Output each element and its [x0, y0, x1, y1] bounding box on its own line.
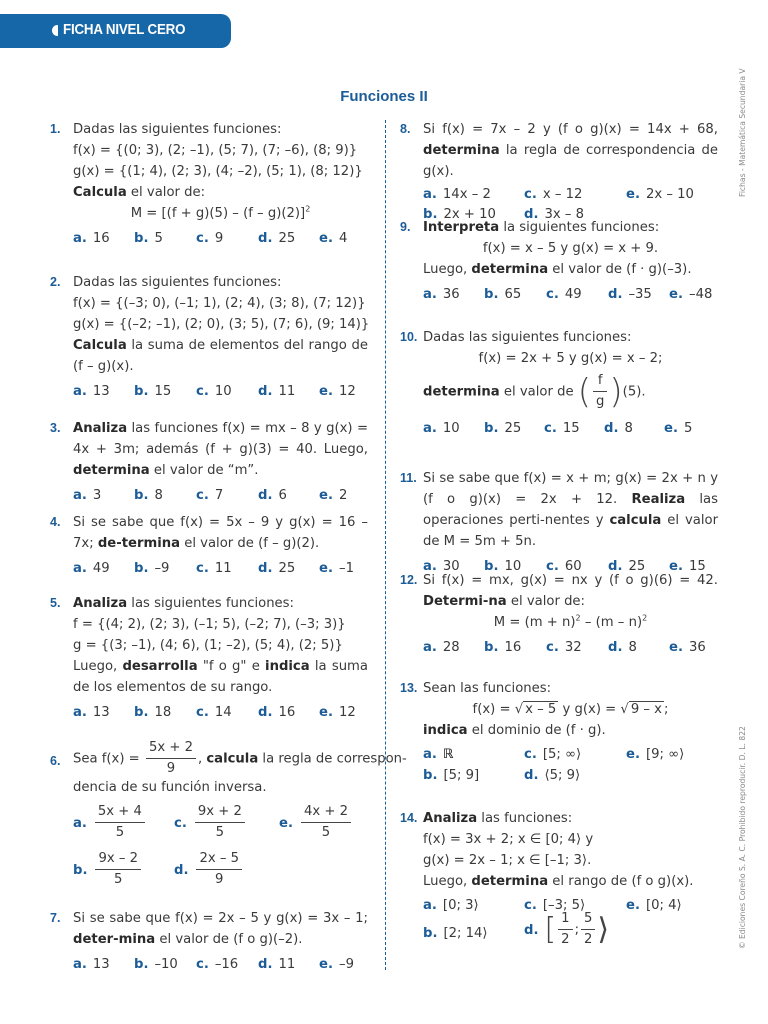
options [423, 744, 718, 786]
option-c[interactable]: c. 10 [196, 384, 232, 399]
option-d[interactable]: d. –35 [608, 287, 652, 302]
option-c[interactable]: c. [5; ∞⟩ [524, 747, 582, 762]
option-e[interactable]: e. 12 [319, 705, 356, 720]
option-d[interactable]: d. ⟨5; 9⟩ [524, 768, 581, 783]
option-a[interactable]: a. 13 [73, 705, 110, 720]
question-1 [50, 119, 368, 249]
question-10 [400, 327, 718, 439]
option-d[interactable]: d. 11 [258, 957, 296, 972]
question-number: 10. [400, 330, 418, 344]
option-d[interactable]: d. 25 [258, 561, 296, 576]
question-8 [400, 119, 718, 224]
option-a[interactable]: a. 13 [73, 384, 110, 399]
option-d[interactable]: d. 8 [604, 421, 633, 436]
option-e[interactable]: e. 36 [669, 640, 706, 655]
option-d[interactable]: d. 3x – 8 [524, 207, 585, 222]
instruction: determina el valor de ( $\frac{f}{g}$ )(5). [423, 371, 646, 412]
question-text: Si f(x) = 7x – 2 y (f o g)(x) = 14x + 68, determina la regla de correspondencia de g(x). [423, 122, 718, 179]
option-d[interactable]: d. [ $\frac{1}{2}$ ; $\frac{5}{2}$ ⟩ [524, 911, 610, 947]
side-caption-top: Fichas - Matemática Secundaria V [738, 68, 747, 197]
header-tab [0, 14, 231, 48]
options [423, 284, 718, 305]
option-e[interactable]: e. 2x – 10 [626, 187, 694, 202]
option-b[interactable]: b. 15 [134, 384, 172, 399]
options [73, 381, 368, 402]
question-number: 1. [50, 122, 61, 136]
header-bullet-icon [52, 25, 58, 36]
option-b[interactable]: b. 10 [484, 559, 522, 574]
option-a[interactable]: a. 10 [423, 421, 460, 436]
option-c[interactable]: c. 32 [546, 640, 582, 655]
option-d[interactable]: d. 6 [258, 488, 287, 503]
options [73, 485, 368, 506]
question-number: 3. [50, 421, 61, 435]
question-number: 14. [400, 811, 418, 825]
question-text: Sean las funciones: [423, 681, 552, 696]
instruction: Luego, determina el rango de (f o g)(x). [423, 874, 694, 889]
question-text-2: dencia de su función inversa. [73, 780, 267, 795]
expression: $M = [(f + g)(5) - (f - g)(2)]^2$ [130, 204, 311, 221]
option-c[interactable]: c. x – 12 [524, 187, 583, 202]
option-c[interactable]: c. 7 [196, 488, 224, 503]
question-number: 9. [400, 220, 411, 234]
option-a[interactable]: a. $\frac{5x + 4}{5}$ [73, 804, 147, 841]
question-text: Analiza las funciones f(x) = mx – 8 y g(x) = 4x + 3m; además (f + g)(3) = 40. Luego, determina el valor de “m”. [73, 421, 368, 478]
question-2 [50, 272, 368, 402]
function-g: g(x) = {(1; 4), (2; 3), (4; –2), (5; 1), (8; 12)} [73, 164, 363, 179]
question-number: 6. [50, 754, 61, 768]
question-text: Dadas las siguientes funciones: [73, 122, 282, 137]
option-c[interactable]: c. 11 [196, 561, 232, 576]
option-a[interactable]: a. 30 [423, 559, 460, 574]
question-text: Analiza las siguientes funciones: [73, 596, 294, 611]
option-d[interactable]: d. 11 [258, 384, 296, 399]
instruction: Calcula la suma de elementos del rango de (f – g)(x). [73, 338, 368, 374]
options [423, 895, 718, 955]
option-d[interactable]: d. 25 [608, 559, 646, 574]
option-b[interactable]: b. –9 [134, 561, 170, 576]
option-a[interactable]: a. 3 [73, 488, 102, 503]
question-13 [400, 678, 718, 786]
options [73, 702, 368, 723]
function-f: f = {(4; 2), (2; 3), (–1; 5), (–2; 7), (–3; 3)} [73, 617, 346, 632]
option-b[interactable]: b. $\frac{9x - 2}{5}$ [73, 851, 143, 888]
option-a[interactable]: a. 13 [73, 957, 110, 972]
options [73, 804, 368, 900]
function-f: f(x) = 3x + 2; x ∈ [0; 4⟩ y [423, 832, 594, 847]
question-text: Si se sabe que f(x) = x + m; g(x) = 2x + n y (f o g)(x) = 2x + 12. Realiza las operaciones perti-nentes y calcula el valor de M = 5m + 5n. [423, 471, 718, 549]
question-text: Dadas las siguientes funciones: [423, 330, 632, 345]
option-e[interactable]: e. 4 [319, 231, 348, 246]
question-6 [50, 740, 407, 900]
right-paren-icon: ) [609, 371, 623, 412]
functions: f(x) = 2x + 5 y g(x) = x – 2; [478, 351, 663, 366]
question-7 [50, 908, 368, 975]
option-e[interactable]: e. 12 [319, 384, 356, 399]
column-divider [385, 120, 386, 970]
option-d[interactable]: d. 8 [608, 640, 637, 655]
option-e[interactable]: e. [0; 4⟩ [626, 898, 682, 913]
option-e[interactable]: e. –9 [319, 957, 354, 972]
instruction: Calcula el valor de: [73, 185, 206, 200]
option-a[interactable]: a. 16 [73, 231, 110, 246]
functions: f(x) = √ x – 5 y g(x) = √ 9 – x ; [472, 702, 669, 717]
question-text: Si se sabe que f(x) = 2x – 5 y g(x) = 3x – 1; deter-mina el valor de (f o g)(–2). [73, 911, 368, 947]
option-b[interactable]: b. –10 [134, 957, 178, 972]
option-d[interactable]: d. $\frac{2x - 5}{9}$ [174, 851, 244, 888]
option-b[interactable]: b. 16 [484, 640, 522, 655]
option-b[interactable]: b. [5; 9] [423, 768, 480, 783]
option-a[interactable]: a. 49 [73, 561, 110, 576]
option-e[interactable]: e. 5 [664, 421, 693, 436]
question-11 [400, 468, 718, 577]
instruction: indica el dominio de (f · g). [423, 723, 606, 738]
option-c[interactable]: c. 49 [546, 287, 582, 302]
options [423, 637, 718, 658]
option-e[interactable]: e. –48 [669, 287, 713, 302]
option-d[interactable]: d. 25 [258, 231, 296, 246]
option-d[interactable]: d. 16 [258, 705, 296, 720]
page-title: Funciones II [340, 88, 428, 105]
option-c[interactable]: c. 15 [544, 421, 580, 436]
question-text: Si f(x) = mx, g(x) = nx y (f o g)(6) = 42. Determi-na el valor de: [423, 573, 718, 609]
question-12 [400, 570, 718, 658]
option-a[interactable]: a. 36 [423, 287, 460, 302]
function-f: f(x) = {(0; 3), (2; –1), (5; 7), (7; –6), (8; 9)} [73, 143, 358, 158]
fraction: $\frac{5x + 2}{9}$ [146, 740, 196, 777]
question-text: Analiza las funciones: [423, 811, 573, 826]
option-e[interactable]: e. 15 [669, 559, 706, 574]
option-a[interactable]: a. 28 [423, 640, 460, 655]
question-number: 5. [50, 596, 61, 610]
option-b[interactable]: b. 5 [134, 231, 163, 246]
question-text: Sea f(x) = $\frac{5x + 2}{9}$ , calcula la regla de correspon- [73, 740, 407, 776]
options [73, 954, 368, 975]
question-4 [50, 512, 368, 579]
option-e[interactable]: e. 2 [319, 488, 348, 503]
question-9 [400, 217, 718, 305]
option-c[interactable]: c. $\frac{9x + 2}{5}$ [174, 804, 247, 841]
question-number: 7. [50, 911, 61, 925]
options [73, 558, 368, 579]
question-14 [400, 808, 718, 955]
side-caption-bottom: © Ediciones Coreño S. A. C. Prohibido reproducir. D. L. 822 [738, 726, 747, 949]
option-b[interactable]: b. 8 [134, 488, 163, 503]
option-c[interactable]: c. 60 [546, 559, 582, 574]
question-text: Dadas las siguientes funciones: [73, 275, 282, 290]
header-label: FICHA NIVEL CERO [63, 22, 186, 38]
question-number: 4. [50, 515, 61, 529]
options [73, 228, 368, 249]
option-c[interactable]: c. [–3; 5⟩ [524, 898, 586, 913]
instruction: Luego, desarrolla "f o g" e indica la suma de los elementos de su rango. [73, 659, 368, 695]
option-b[interactable]: b. 25 [484, 421, 522, 436]
question-number: 12. [400, 573, 418, 587]
functions: f(x) = x – 5 y g(x) = x + 9. [482, 241, 659, 256]
question-text: Interpreta la siguientes funciones: [423, 220, 660, 235]
question-number: 2. [50, 275, 61, 289]
option-c[interactable]: c. 9 [196, 231, 224, 246]
instruction: Luego, determina el valor de (f · g)(–3). [423, 262, 692, 277]
option-e[interactable]: e. $\frac{4x + 2}{5}$ [279, 804, 353, 841]
option-e[interactable]: e. [9; ∞⟩ [626, 747, 685, 762]
option-c[interactable]: c. 14 [196, 705, 232, 720]
left-paren-icon: ( [577, 371, 592, 412]
options [423, 418, 718, 439]
option-e[interactable]: e. –1 [319, 561, 354, 576]
option-b[interactable]: b. 65 [484, 287, 522, 302]
option-a[interactable]: a. 14x – 2 [423, 187, 491, 202]
option-a[interactable]: a. ℝ [423, 747, 454, 762]
option-a[interactable]: a. [0; 3⟩ [423, 898, 479, 913]
question-number: 13. [400, 681, 418, 695]
option-b[interactable]: b. 18 [134, 705, 172, 720]
function-g: g(x) = 2x – 1; x ∈ [–1; 3⟩. [423, 853, 592, 868]
question-number: 11. [400, 471, 417, 485]
question-3 [50, 418, 368, 506]
expression: $M = (m + n)^2 - (m - n)^2$ [493, 613, 648, 630]
function-g: g = {(3; –1), (4; 6), (1; –2), (5; 4), (2; 5)} [73, 638, 343, 653]
function-g: g(x) = {(–2; –1), (2; 0), (3; 5), (7; 6), (9; 14)} [73, 317, 370, 332]
function-f: f(x) = {(–3; 0), (–1; 1), (2; 4), (3; 8), (7; 12)} [73, 296, 366, 311]
option-b[interactable]: b. [2; 14⟩ [423, 926, 488, 941]
question-5 [50, 593, 368, 723]
question-text: Si se sabe que f(x) = 5x – 9 y g(x) = 16 – 7x; de-termina el valor de (f – g)(2). [73, 515, 368, 551]
question-number: 8. [400, 122, 411, 136]
option-c[interactable]: c. –16 [196, 957, 239, 972]
option-b[interactable]: b. 2x + 10 [423, 207, 496, 222]
